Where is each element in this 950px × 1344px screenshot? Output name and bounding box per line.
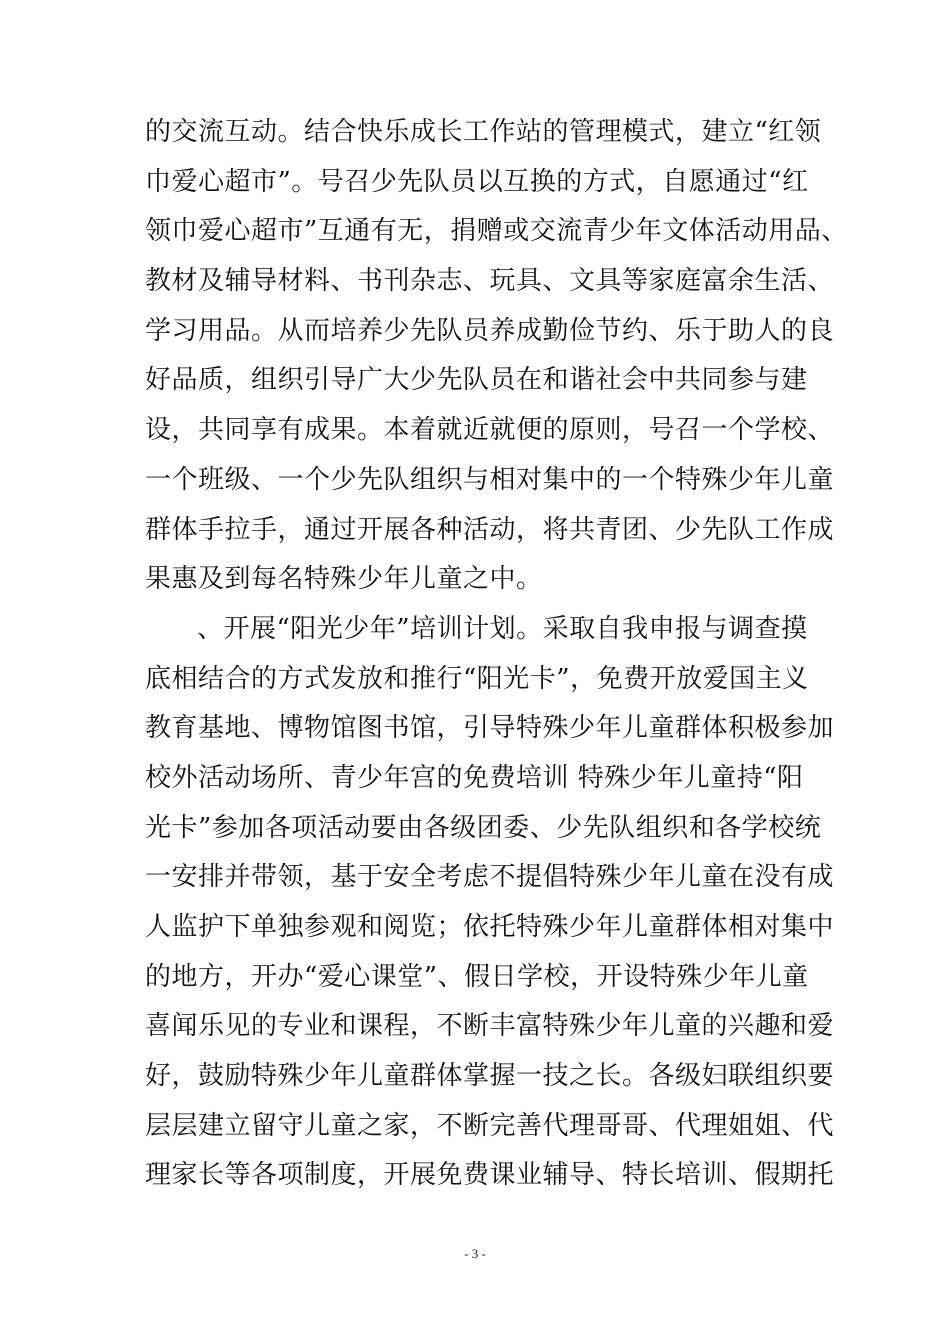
text-line: 巾爱心超市”。号召少先队员以互换的方式，自愿通过“红 [145,166,809,197]
page-number: - 3 - [464,1246,486,1261]
text-line: 领巾爱心超市”互通有无，捐赠或交流青少年文体活动用品、 [145,216,848,247]
body-text [145,108,848,1201]
text-line: 层层建立留守儿童之家，不断完善代理哥哥、代理姐姐、代 [145,1110,835,1141]
text-line: 喜闻乐见的专业和课程，不断丰富特殊少年儿童的兴趣和爱 [145,1011,835,1042]
text-line: 教育基地、博物馆图书馆，引导特殊少年儿童群体积极参加 [145,713,835,744]
text-line: 一安排并带领，基于安全考虑不提倡特殊少年儿童在没有成 [145,862,835,893]
text-line: 的地方，开办“爱心课堂”、假日学校，开设特殊少年儿童 [145,961,809,992]
text-line: 、开展“阳光少年”培训计划。采取自我申报与调查摸 [197,613,808,644]
text-line: 一个班级、一个少先队组织与相对集中的一个特殊少年儿童 [145,464,835,495]
text-line: 好品质，组织引导广大少先队员在和谐社会中共同参与建 [145,365,808,396]
text-line: 学习用品。从而培养少先队员养成勤俭节约、乐于助人的良 [145,315,835,346]
text-line: 光卡”参加各项活动要由各级团委、少先队组织和各学校统 [145,812,822,843]
paragraph-2 [145,605,835,1201]
text-line: 校外活动场所、青少年宫的免费培训 特殊少年儿童持“阳 [145,762,804,793]
text-line: 好，鼓励特殊少年儿童群体掌握一技之长。各级妇联组织要 [145,1061,835,1092]
paragraph-1 [145,108,848,605]
text-line: 理家长等各项制度，开展免费课业辅导、特长培训、假期托 [145,1160,835,1191]
text-line: 教材及辅导材料、书刊杂志、玩具、文具等家庭富余生活、 [145,266,835,297]
text-line: 群体手拉手，通过开展各种活动，将共青团、少先队工作成 [145,514,835,545]
text-line: 果惠及到每名特殊少年儿童之中。 [145,564,543,595]
text-line: 底相结合的方式发放和推行“阳光卡”，免费开放爱国主义 [145,663,809,694]
text-line: 的交流互动。结合快乐成长工作站的管理模式，建立“红领 [145,117,822,147]
text-line: 人监护下单独参观和阅览；依托特殊少年儿童群体相对集中 [145,912,835,942]
text-line: 设，共同享有成果。本着就近就便的原则，号召一个学校、 [145,415,835,446]
